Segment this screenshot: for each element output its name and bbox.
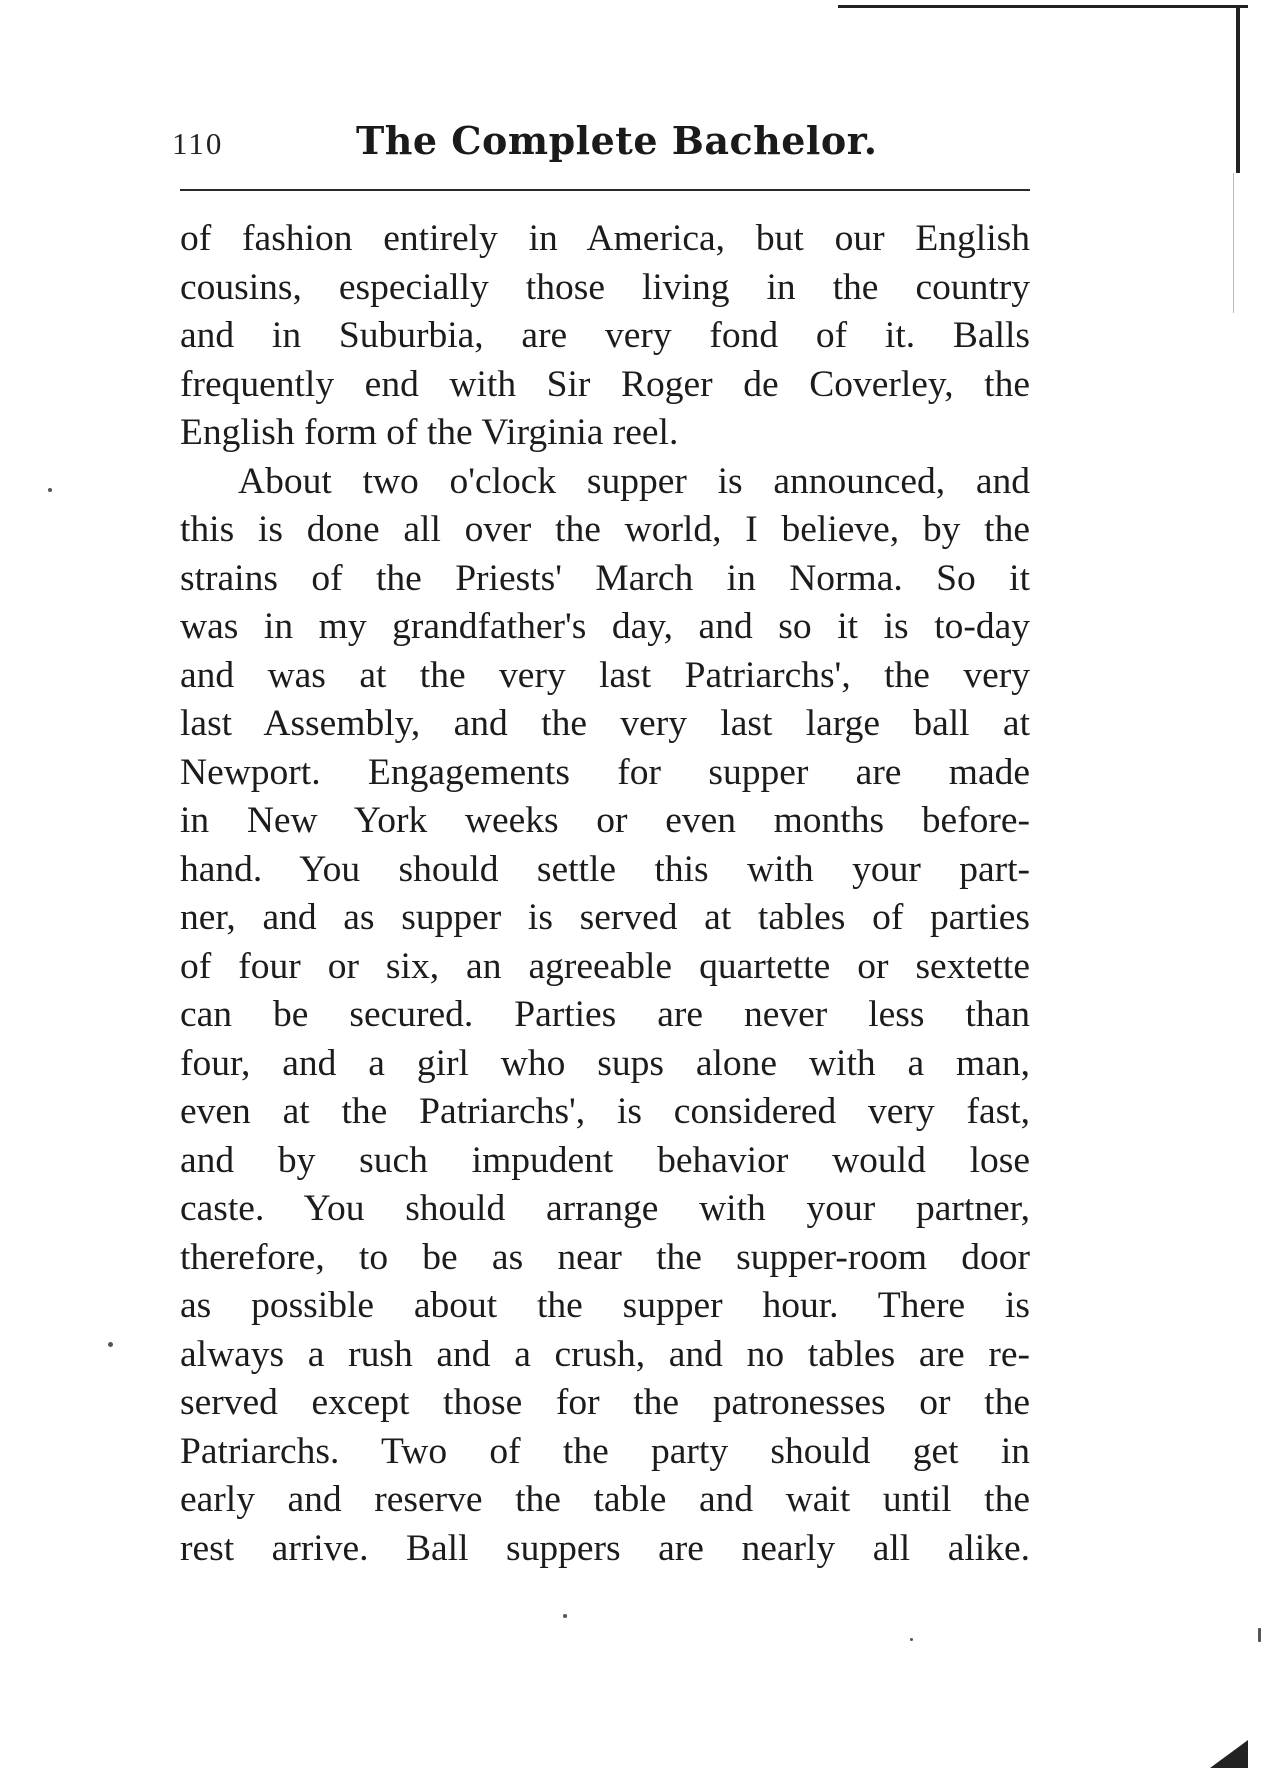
text-line: always a rush and a crush, and no tables are re-	[180, 1333, 1030, 1375]
text-line: About two o'clock supper is announced, and	[238, 460, 1030, 502]
text-line: caste. You should arrange with your partner,	[180, 1188, 1030, 1229]
scan-speck	[563, 1614, 567, 1618]
text-line: strains of the Priests' March in Norma. So it	[180, 557, 1030, 599]
body-text	[180, 215, 1030, 1573]
text-line: therefore, to be as near the supper-room door	[180, 1236, 1030, 1278]
text-line: of four or six, an agreeable quartette or sextette	[180, 945, 1030, 987]
page-header	[170, 112, 1030, 172]
text-line: as possible about the supper hour. There is	[180, 1285, 1030, 1326]
text-line: last Assembly, and the very last large ball at	[180, 703, 1030, 744]
text-line: early and reserve the table and wait until the	[180, 1479, 1030, 1520]
text-line: English form of the Virginia reel.	[180, 412, 679, 453]
text-line: four, and a girl who sups alone with a man,	[180, 1042, 1030, 1084]
text-line: rest arrive. Ball suppers are nearly all alike.	[180, 1527, 1030, 1569]
scan-edge-right-thin	[1233, 173, 1234, 313]
text-line: Newport. Engagements for supper are made	[180, 751, 1030, 793]
scan-speck	[108, 1342, 113, 1347]
text-line: Patriarchs. Two of the party should get in	[180, 1430, 1030, 1472]
text-line: cousins, especially those living in the country	[180, 266, 1030, 308]
text-line: of fashion entirely in America, but our English	[180, 218, 1030, 259]
scan-edge-top	[838, 5, 1248, 8]
scan-speck	[910, 1638, 913, 1641]
scan-speck	[48, 488, 52, 492]
running-head: The Complete Bachelor.	[356, 118, 878, 163]
text-line: frequently end with Sir Roger de Coverley, the	[180, 363, 1030, 405]
text-line: can be secured. Parties are never less than	[180, 994, 1030, 1035]
text-line: served except those for the patronesses or the	[180, 1382, 1030, 1423]
page-number: 110	[172, 126, 224, 161]
text-line: even at the Patriarchs', is considered very fast,	[180, 1091, 1030, 1132]
header-rule	[180, 189, 1030, 191]
text-line: in New York weeks or even months before-	[180, 800, 1030, 841]
text-line: and in Suburbia, are very fond of it. Balls	[180, 315, 1030, 356]
text-line: was in my grandfather's day, and so it is to-day	[180, 606, 1030, 647]
text-line: ner, and as supper is served at tables of parties	[180, 897, 1030, 938]
scan-smudge	[1210, 1740, 1248, 1768]
text-line: this is done all over the world, I believe, by the	[180, 509, 1030, 550]
scan-edge-right	[1236, 8, 1240, 173]
text-line: and by such impudent behavior would lose	[180, 1139, 1030, 1181]
scan-speck	[1258, 1628, 1261, 1642]
text-line: hand. You should settle this with your part-	[180, 848, 1030, 890]
text-line: and was at the very last Patriarchs', the very	[180, 654, 1030, 696]
